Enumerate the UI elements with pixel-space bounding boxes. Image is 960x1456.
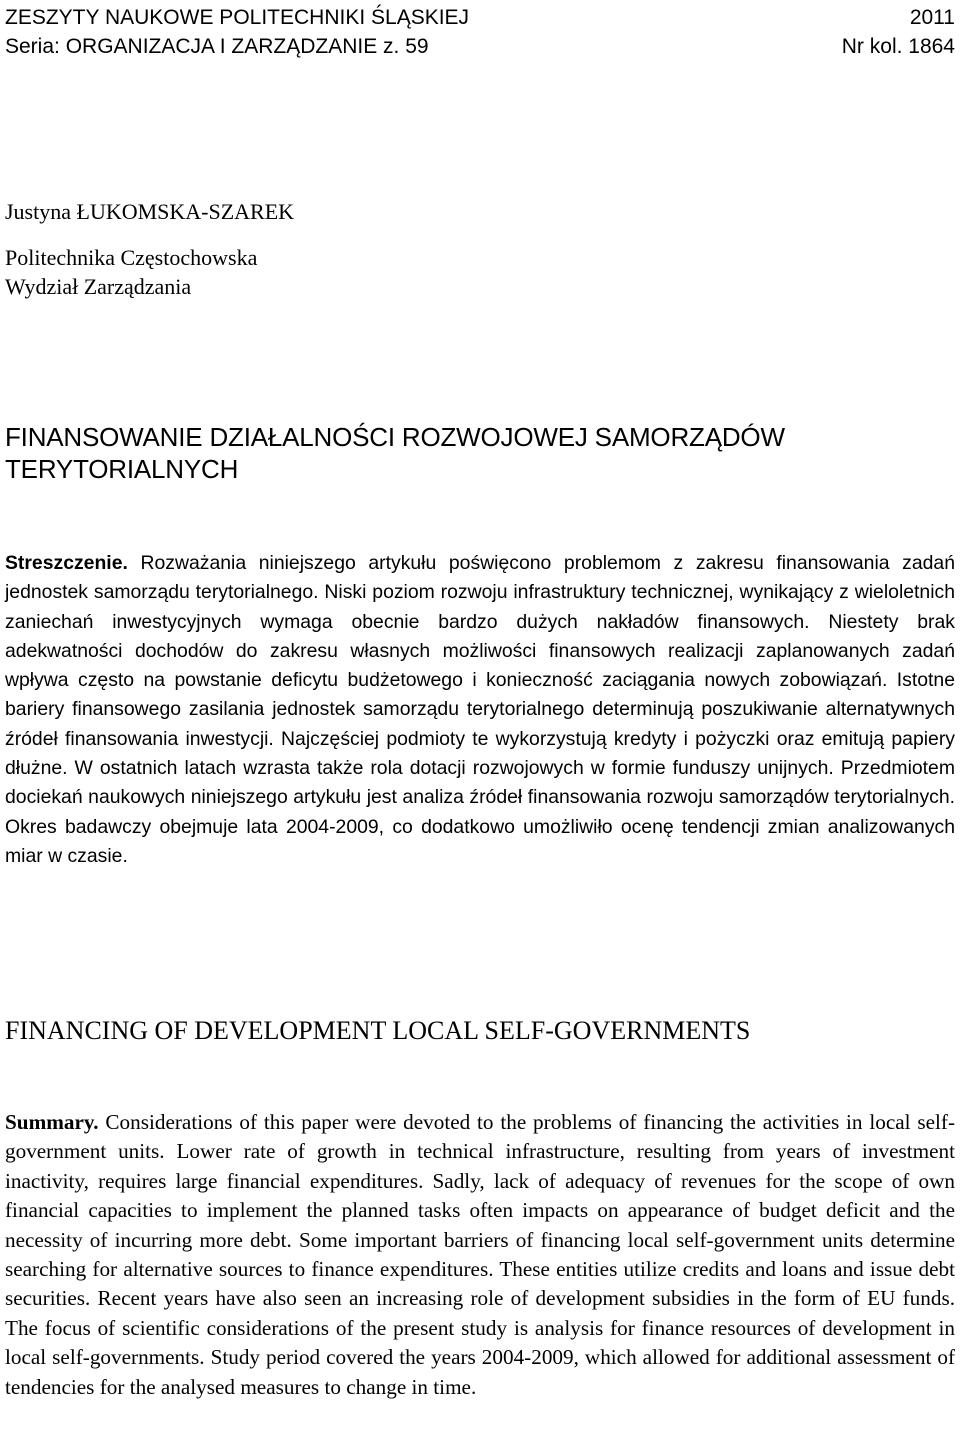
paper-page (5, 0, 955, 1399)
author-affiliation-university: Politechnika Częstochowska (5, 245, 258, 270)
paper-title-polish: FINANSOWANIE DZIAŁALNOŚCI ROZWOJOWEJ SAMORZĄDÓW TERYTORIALNYCH (5, 422, 785, 484)
abstract-polish-label: Streszczenie. (5, 552, 128, 574)
series-header-row (5, 32, 955, 61)
abstract-english-label: Summary. (5, 1110, 99, 1134)
journal-year: 2011 (909, 6, 955, 29)
author-name: Justyna ŁUKOMSKA-SZAREK (5, 199, 295, 224)
abstract-polish (5, 549, 955, 871)
abstract-english (5, 1108, 955, 1402)
paper-title-english: FINANCING OF DEVELOPMENT LOCAL SELF-GOVERNMENTS (5, 1016, 751, 1045)
author-affiliation-faculty: Wydział Zarządzania (5, 274, 192, 299)
journal-series: Seria: ORGANIZACJA I ZARZĄDZANIE z. 59 (5, 35, 429, 58)
abstract-english-text: Considerations of this paper were devoted to the problems of financing the activities in local self-government units. Lower rate of growth in technical infrastructure, resulting from years of investment inactivity, requires large financial expenditures. Sadly, lack of adequacy of revenues for the scope of own financial capacities to implement the planned tasks often impacts on appearance of budget deficit and the necessity of incurring more debt. Some important barriers of financing local self-government units determine searching for alternative sources to finance expenditures. These entities utilize credits and loans and issue debt securities. Recent years have also seen an increasing role of development subsidies in the form of EU funds. The focus of scientific considerations of the present study is analysis for finance resources of development in local self-governments. Study period covered the years 2004-2009, which allowed for additional assessment of tendencies for the analysed measures to change in time. (5, 1110, 955, 1399)
journal-header-row (5, 3, 955, 32)
abstract-polish-text: Rozważania niniejszego artykułu poświęcono problemom z zakresu finansowania zadań jednostek samorządu terytorialnego. Niski poziom rozwoju infrastruktury technicznej, wynikający z wieloletnich zaniechań inwestycyjnych wymaga obecnie bardzo dużych nakładów finansowych. Niestety brak adekwatności dochodów do zakresu własnych możliwości finansowych realizacji zaplanowanych zadań wpływa często na powstanie deficytu budżetowego i konieczność zaciągania nowych zobowiązań. Istotne bariery finansowego zasilania jednostek samorządu terytorialnego determinują poszukiwanie alternatywnych źródeł finansowania inwestycji. Najczęściej podmioty te wykorzystują kredyty i pożyczki oraz emitują papiery dłużne. W ostatnich latach wzrasta także rola dotacji rozwojowych w formie funduszy unijnych. Przedmiotem dociekań naukowych niniejszego artykułu jest analiza źródeł finansowania rozwoju samorządów terytorialnych. Okres badawczy obejmuje lata 2004-2009, co dodatkowo umożliwiło ocenę tendencji zmian analizowanych miar w czasie. (5, 552, 955, 867)
journal-name: ZESZYTY NAUKOWE POLITECHNIKI ŚLĄSKIEJ (5, 6, 470, 29)
journal-number: Nr kol. 1864 (841, 35, 955, 58)
